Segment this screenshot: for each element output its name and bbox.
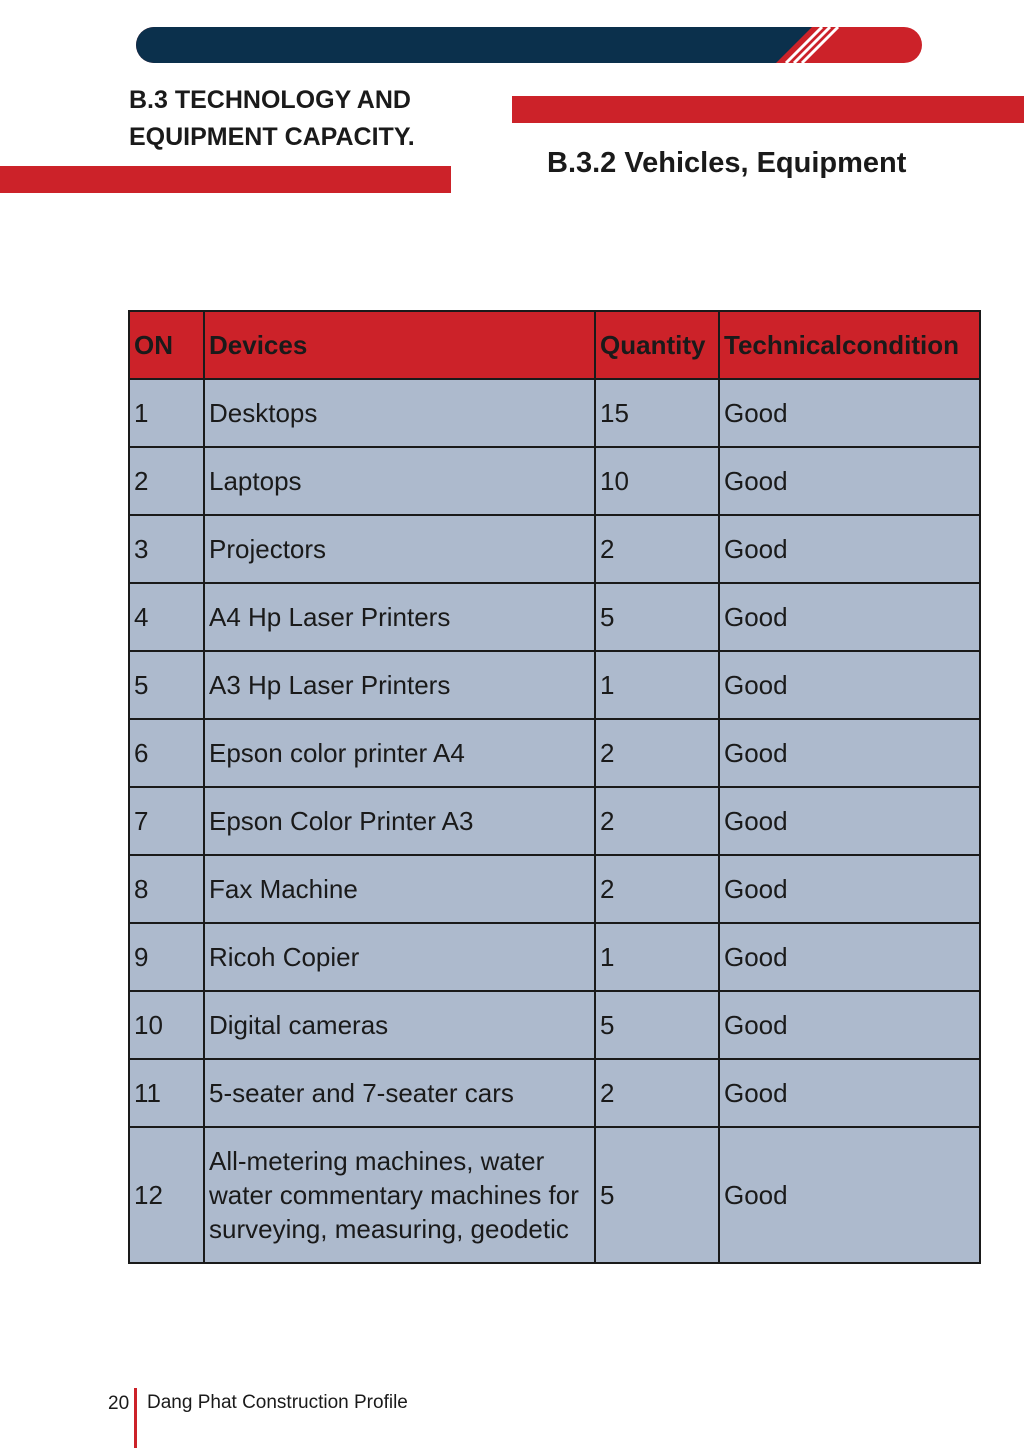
- table-row: [129, 1127, 980, 1263]
- cell-on: 12: [129, 1127, 204, 1263]
- cell-on: 6: [129, 719, 204, 787]
- cell-condition: Good: [719, 1059, 980, 1127]
- cell-on: 10: [129, 991, 204, 1059]
- cell-condition: Good: [719, 855, 980, 923]
- cell-quantity: 2: [595, 855, 719, 923]
- cell-on: 9: [129, 923, 204, 991]
- page-number: 20: [108, 1393, 130, 1414]
- cell-device: Fax Machine: [204, 855, 595, 923]
- table-row: [129, 515, 980, 583]
- cell-condition: Good: [719, 719, 980, 787]
- table-row: [129, 855, 980, 923]
- cell-device: Desktops: [204, 379, 595, 447]
- cell-quantity: 15: [595, 379, 719, 447]
- cell-on: 2: [129, 447, 204, 515]
- table-row: [129, 1059, 980, 1127]
- header-on: ON: [129, 311, 204, 379]
- cell-condition: Good: [719, 447, 980, 515]
- table-row: [129, 447, 980, 515]
- cell-condition: Good: [719, 923, 980, 991]
- left-red-band: [0, 166, 451, 193]
- footer-divider: [134, 1388, 137, 1448]
- cell-quantity: 5: [595, 991, 719, 1059]
- table-row: [129, 991, 980, 1059]
- section-title: [129, 82, 415, 156]
- subsection-title: B.3.2 Vehicles, Equipment: [547, 147, 907, 179]
- top-decorative-bar: [0, 0, 1024, 70]
- cell-device: Ricoh Copier: [204, 923, 595, 991]
- section-title-line2: EQUIPMENT CAPACITY.: [129, 123, 415, 151]
- header-technical-condition: Technicalcondition: [719, 311, 980, 379]
- cell-condition: Good: [719, 1127, 980, 1263]
- cell-device: A4 Hp Laser Printers: [204, 583, 595, 651]
- cell-on: 3: [129, 515, 204, 583]
- cell-quantity: 2: [595, 515, 719, 583]
- table-row: [129, 719, 980, 787]
- table-header-row: [129, 311, 980, 379]
- table-row: [129, 583, 980, 651]
- cell-condition: Good: [719, 651, 980, 719]
- cell-on: 4: [129, 583, 204, 651]
- cell-condition: Good: [719, 515, 980, 583]
- header-quantity: Quantity: [595, 311, 719, 379]
- cell-condition: Good: [719, 583, 980, 651]
- cell-device: Digital cameras: [204, 991, 595, 1059]
- cell-condition: Good: [719, 991, 980, 1059]
- cell-device: Laptops: [204, 447, 595, 515]
- table-row: [129, 923, 980, 991]
- cell-quantity: 2: [595, 1059, 719, 1127]
- cell-on: 1: [129, 379, 204, 447]
- section-title-line1: B.3 TECHNOLOGY AND: [129, 86, 411, 114]
- cell-quantity: 2: [595, 787, 719, 855]
- right-red-band: [512, 96, 1024, 123]
- cell-device: 5-seater and 7-seater cars: [204, 1059, 595, 1127]
- cell-on: 5: [129, 651, 204, 719]
- cell-on: 11: [129, 1059, 204, 1127]
- footer-text: Dang Phat Construction Profile: [147, 1392, 408, 1413]
- table-row: [129, 379, 980, 447]
- table-row: [129, 787, 980, 855]
- cell-quantity: 1: [595, 923, 719, 991]
- cell-condition: Good: [719, 787, 980, 855]
- cell-quantity: 5: [595, 583, 719, 651]
- cell-condition: Good: [719, 379, 980, 447]
- header-devices: Devices: [204, 311, 595, 379]
- table-row: [129, 651, 980, 719]
- cell-quantity: 2: [595, 719, 719, 787]
- cell-quantity: 10: [595, 447, 719, 515]
- cell-quantity: 5: [595, 1127, 719, 1263]
- cell-device: Projectors: [204, 515, 595, 583]
- cell-device: All-metering machines, water water commentary machines for surveying, measuring, geodetic: [204, 1127, 595, 1263]
- cell-quantity: 1: [595, 651, 719, 719]
- cell-on: 8: [129, 855, 204, 923]
- cell-device: Epson Color Printer A3: [204, 787, 595, 855]
- cell-on: 7: [129, 787, 204, 855]
- cell-device: A3 Hp Laser Printers: [204, 651, 595, 719]
- cell-device: Epson color printer A4: [204, 719, 595, 787]
- equipment-table: [128, 310, 981, 1264]
